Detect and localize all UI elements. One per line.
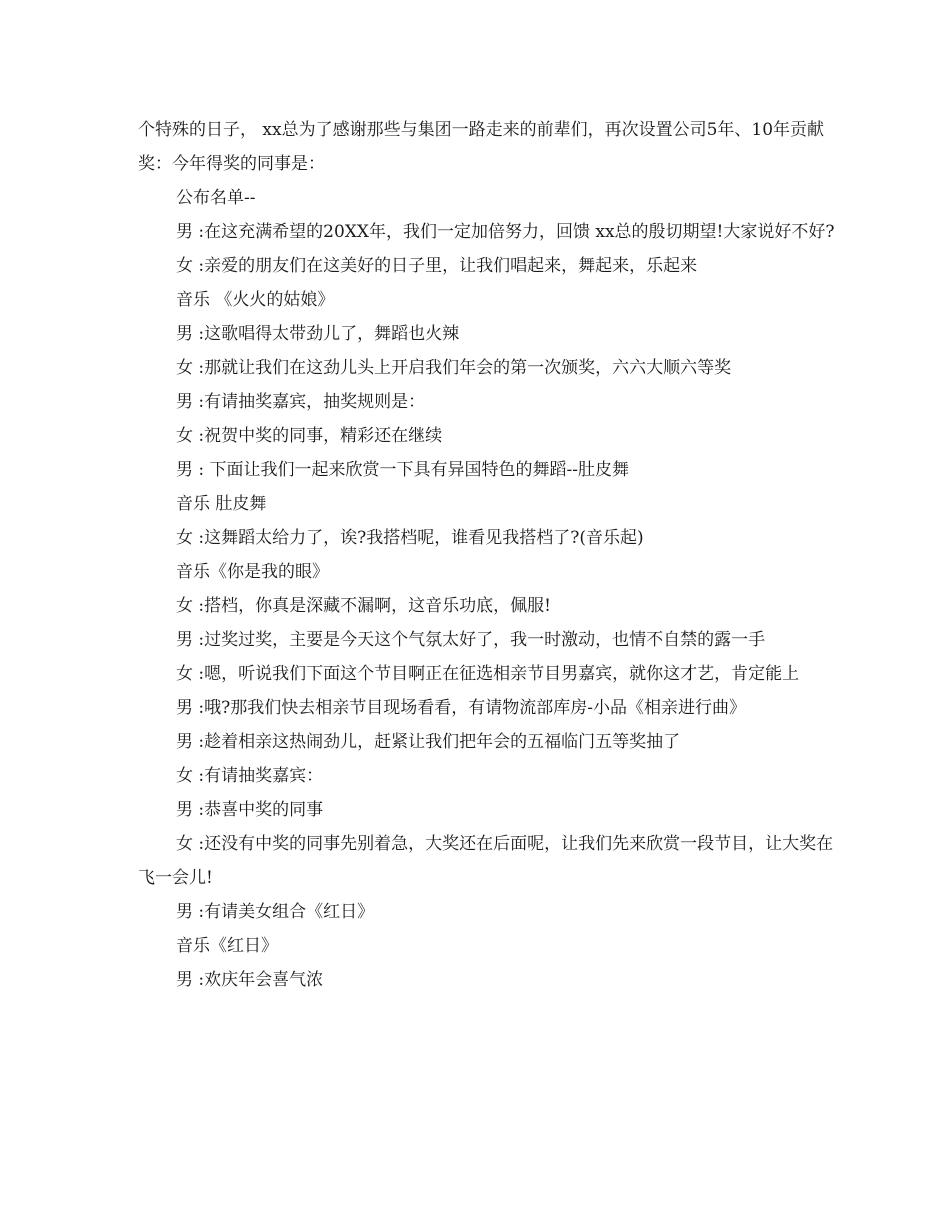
paragraph-4: 女 :亲爱的朋友们在这美好的日子里，让我们唱起来，舞起来，乐起来: [176, 256, 698, 276]
paragraph-13: 音乐《你是我的眼》: [176, 562, 329, 582]
paragraph-2: 公布名单--: [176, 188, 256, 208]
paragraph-11: 音乐 肚皮舞: [176, 494, 267, 514]
paragraph-24: 男 :欢庆年会喜气浓: [176, 970, 324, 990]
paragraph-5: 音乐 《火火的姑娘》: [176, 290, 335, 310]
paragraph-19: 女 :有请抽奖嘉宾：: [176, 766, 324, 786]
paragraph-7: 女 :那就让我们在这劲儿头上开启我们年会的第一次颁奖，六六大顺六等奖: [176, 358, 732, 378]
paragraph-3: 男 :在这充满希望的20XX年，我们一定加倍努力，回馈 xx总的殷切期望!大家说好不好?: [176, 222, 835, 242]
paragraph-1: 个特殊的日子， xx总为了感谢那些与集团一路走来的前辈们，再次设置公司5年、10年贡献奖：今年得奖的同事是：: [138, 120, 825, 174]
paragraph-6: 男 :这歌唱得太带劲儿了，舞蹈也火辣: [176, 324, 460, 344]
document-body: [138, 113, 838, 997]
paragraph-15: 男 :过奖过奖，主要是今天这个气氛太好了，我一时激动，也情不自禁的露一手: [176, 630, 766, 650]
paragraph-22: 男 :有请美女组合《红日》: [176, 902, 375, 922]
paragraph-12: 女 :这舞蹈太给力了，诶?我搭档呢，谁看见我搭档了?(音乐起): [176, 528, 644, 548]
paragraph-8: 男 :有请抽奖嘉宾，抽奖规则是：: [176, 392, 426, 412]
paragraph-10: 男 : 下面让我们一起来欣赏一下具有异国特色的舞蹈--肚皮舞: [176, 460, 630, 480]
paragraph-23: 音乐《红日》: [176, 936, 278, 956]
paragraph-9: 女 :祝贺中奖的同事，精彩还在继续: [176, 426, 443, 446]
paragraph-14: 女 :搭档，你真是深藏不漏啊，这音乐功底，佩服!: [176, 596, 551, 616]
paragraph-17: 男 :哦?那我们快去相亲节目现场看看，有请物流部库房-小品《相亲进行曲》: [176, 698, 746, 718]
paragraph-20: 男 :恭喜中奖的同事: [176, 800, 324, 820]
paragraph-21: 女 :还没有中奖的同事先别着急，大奖还在后面呢，让我们先来欣赏一段节目，让大奖在飞一会儿!: [138, 834, 834, 888]
paragraph-16: 女 :嗯，听说我们下面这个节目啊正在征选相亲节目男嘉宾，就你这才艺，肯定能上: [176, 664, 800, 684]
paragraph-18: 男 :趁着相亲这热闹劲儿，赶紧让我们把年会的五福临门五等奖抽了: [176, 732, 681, 752]
